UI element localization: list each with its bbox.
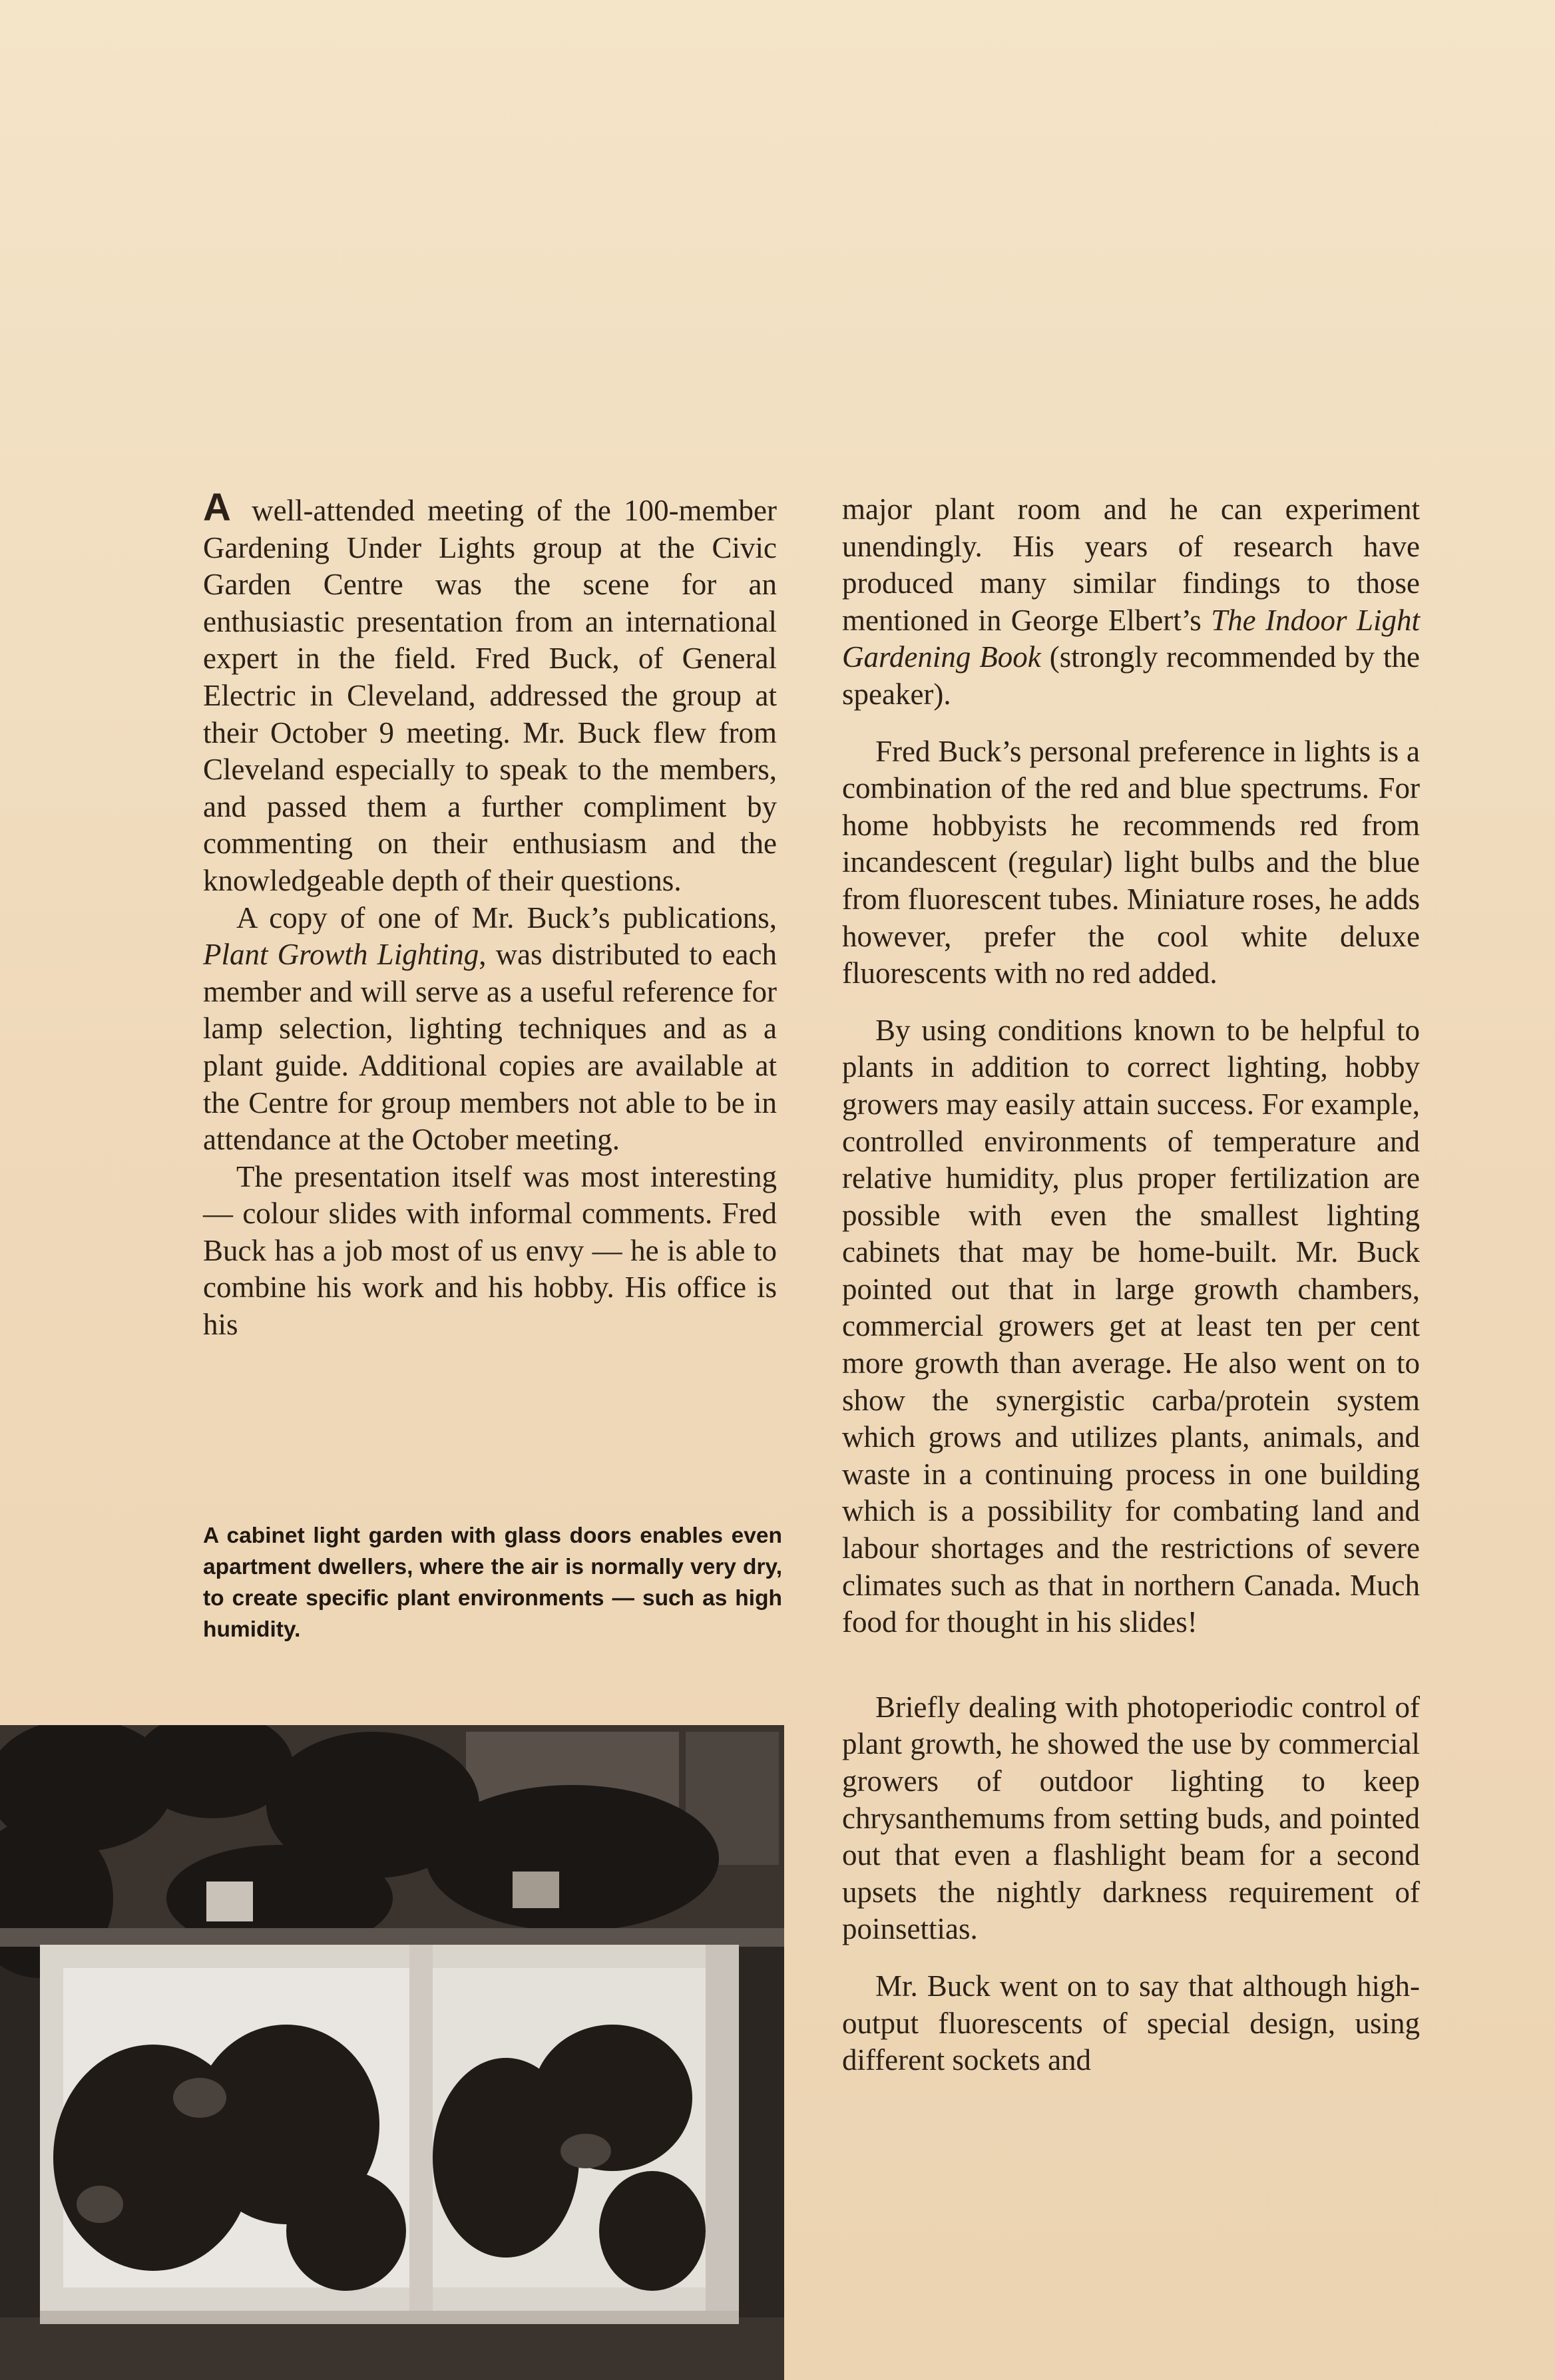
photo-caption: A cabinet light garden with glass doors enables even apartment dwellers, where the air is normally very dry, to create specific plant environments — such as high humidity. — [203, 1523, 782, 1642]
paragraph-publication-text-b: , was distributed to each member and will serve as a useful reference for lamp selection, lighting techniques and as a plant guide. Additional copies are available at the Centre for group members not able to be in attendance at the October meeting. — [203, 938, 777, 1157]
paragraph-conditions: By using conditions known to be helpful to plants in addition to correct lighting, hobby growers may easily attain success. For example, controlled environments of temperature and relative humidity, plus proper fertilization are possible with even the smallest lighting cabinets that may be home-built. Mr. Buck pointed out that in large growth chambers, commercial growers get at least ten per cent more growth than average. He also went on to show the synergistic carba/protein system which grows and utilizes plants, animals, and waste in a continuing process in one building which is a possibility for combating land and labour shortages and the restrictions of severe climates such as that in northern Canada. Much food for thought in his slides! — [842, 1013, 1420, 1639]
paragraph-preference: Fred Buck’s personal preference in lights is a combination of the red and blue spectrums. For home hobbyists he recommends red from incandescent (regular) light bulbs and the blue from fluorescent tubes. Miniature roses, he adds however, prefer the cool white deluxe fluorescents with no red added. — [842, 734, 1420, 990]
paragraph-presentation: The presentation itself was most interesting — colour slides with informal comments. Fred Buck has a job most of us envy — he is able to combine his work and his hobby. His office is his — [203, 1159, 777, 1342]
paragraph-plant-room-text-b: (strongly recommended by the speaker). — [842, 640, 1420, 711]
paragraph-publication — [203, 900, 777, 1159]
article-left-column — [203, 486, 777, 1344]
paragraph-intro — [203, 486, 777, 900]
book-title: The Indoor Light Gardening Book — [842, 603, 1420, 674]
drop-cap: A — [203, 486, 231, 529]
paragraph-photoperiodic: Briefly dealing with photoperiodic control of plant growth, he showed the use by commercial growers of outdoor lighting to keep chrysanthemums from setting buds, and pointed out that even a flashlight beam for a second upsets the nightly darkness requirement of poinsettias. — [842, 1690, 1420, 1946]
paragraph-publication-text-a: A copy of one of Mr. Buck’s publications, — [236, 900, 777, 934]
cabinet-light-garden-photo — [0, 1725, 784, 2380]
publication-title: Plant Growth Lighting — [203, 938, 479, 972]
paragraph-intro-text: well-attended meeting of the 100-member Gardening Under Lights group at the Civic Garden Centre was the scene for an enthusiastic presentation from an international expert in the field. Fred Buck, of General Electric in Cleveland, addressed the group at their October 9 meeting. Mr. Buck flew from Cleveland especially to speak to the members, and passed them a further compliment by commenting on their enthusiasm and the knowledgeable depth of their questions. — [203, 494, 777, 897]
paragraph-plant-room-text-a: major plant room and he can experiment unendingly. His years of research have produced many similar findings to those mentioned in George Elbert’s — [842, 493, 1420, 637]
paragraph-plant-room — [842, 491, 1420, 713]
paragraph-fluorescents: Mr. Buck went on to say that although high-output fluorescents of special design, using different sockets and — [842, 1969, 1420, 2077]
article-right-column — [842, 491, 1420, 2079]
